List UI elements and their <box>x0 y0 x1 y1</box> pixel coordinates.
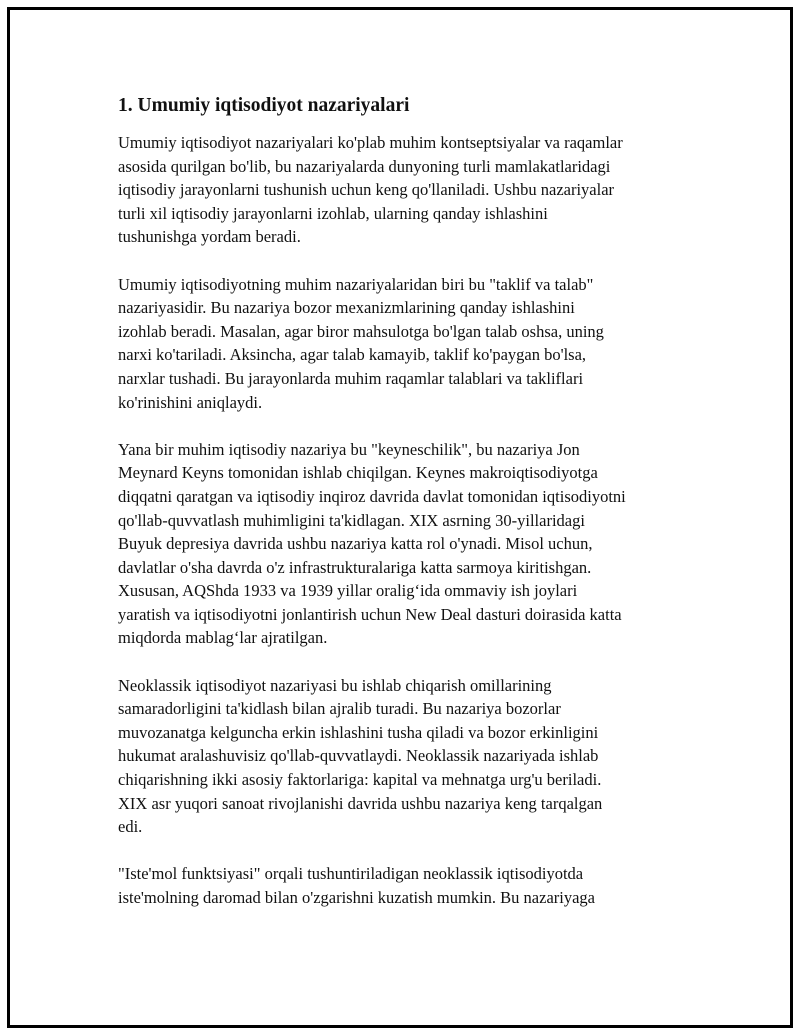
paragraph-neoclassical: Neoklassik iqtisodiyot nazariyasi bu ishlab chiqarish omillarining samaradorligini ta'kidlash bilan ajralib turadi. Bu nazariya bozorlar muvozanatga kelguncha erkin ishlashini tusha qiladi va bozor erkinligini hukumat aralashuvisiz qo'llab-quvvatlaydi. Neoklassik nazariyada ishlab chiqarishning ikki asosiy faktorlariga: kapital va mehnatga urg'u beriladi. XIX asr yuqori sanoat rivojlanishi davrida ushbu nazariya keng tarqalgan edi. <box>118 675 603 837</box>
paragraph-supply-and-demand: Umumiy iqtisodiyotning muhim nazariyalaridan biri bu "taklif va talab" nazariyasidir. Bu nazariya bozor mexanizmlarining qanday ishlashini izohlab beradi. Masalan, agar biror mahsulotga bo'lgan talab oshsa, uning narxi ko'tariladi. Aksincha, agar talab kamayib, taklif ko'paygan bo'lsa, narxlar tushadi. Bu jarayonlarda muhim raqamlar talablari va takliflari ko'rinishini aniqlaydi. <box>118 274 604 412</box>
paragraph-supply-demand-intro: Umumiy iqtisodiyot nazariyalari ko'plab muhim kontseptsiyalar va raqamlar asosida qurilgan bo'lib, bu nazariyalarda dunyoning turli mamlakatlaridagi iqtisodiy jarayonlarni tushunish uchun keng qo'llaniladi. Ushbu nazariyalar turli xil iqtisodiy jarayonlarni izohlab, ularning qanday ishlashini tushunishga yordam beradi. <box>118 133 623 247</box>
section-heading: 1. Umumiy iqtisodiyot nazariyalari <box>118 95 410 116</box>
paragraph-consumption-function: "Iste'mol funktsiyasi" orqali tushuntiriladigan neoklassik iqtisodiyotda iste'molning daromad bilan o'zgarishni kuzatish mumkin. Bu nazariyaga <box>118 864 596 907</box>
document-body <box>118 94 698 933</box>
paragraph-keynesianism: Yana bir muhim iqtisodiy nazariya bu "keyneschilik", bu nazariya Jon Meynard Keyns tomonidan ishlab chiqilgan. Keynes makroiqtisodiyotga diqqatni qaratgan va iqtisodiy inqiroz davrida davlat tomonidan iqtisodiyotni qo'llab-quvvatlash muhimligini ta'kidlagan. XIX asrning 30-yillaridagi Buyuk depresiya davrida ushbu nazariya katta rol o'ynadi. Misol uchun, davlatlar o'sha davrda o'z infrastrukturalariga katta sarmoya kiritishgan. Xususan, AQShda 1933 va 1939 yillar oralig‘ida ommaviy ish joylari yaratish va iqtisodiyotni jonlantirish uchun New Deal dasturi doirasida katta miqdorda mablag‘lar ajratilgan. <box>118 439 626 648</box>
